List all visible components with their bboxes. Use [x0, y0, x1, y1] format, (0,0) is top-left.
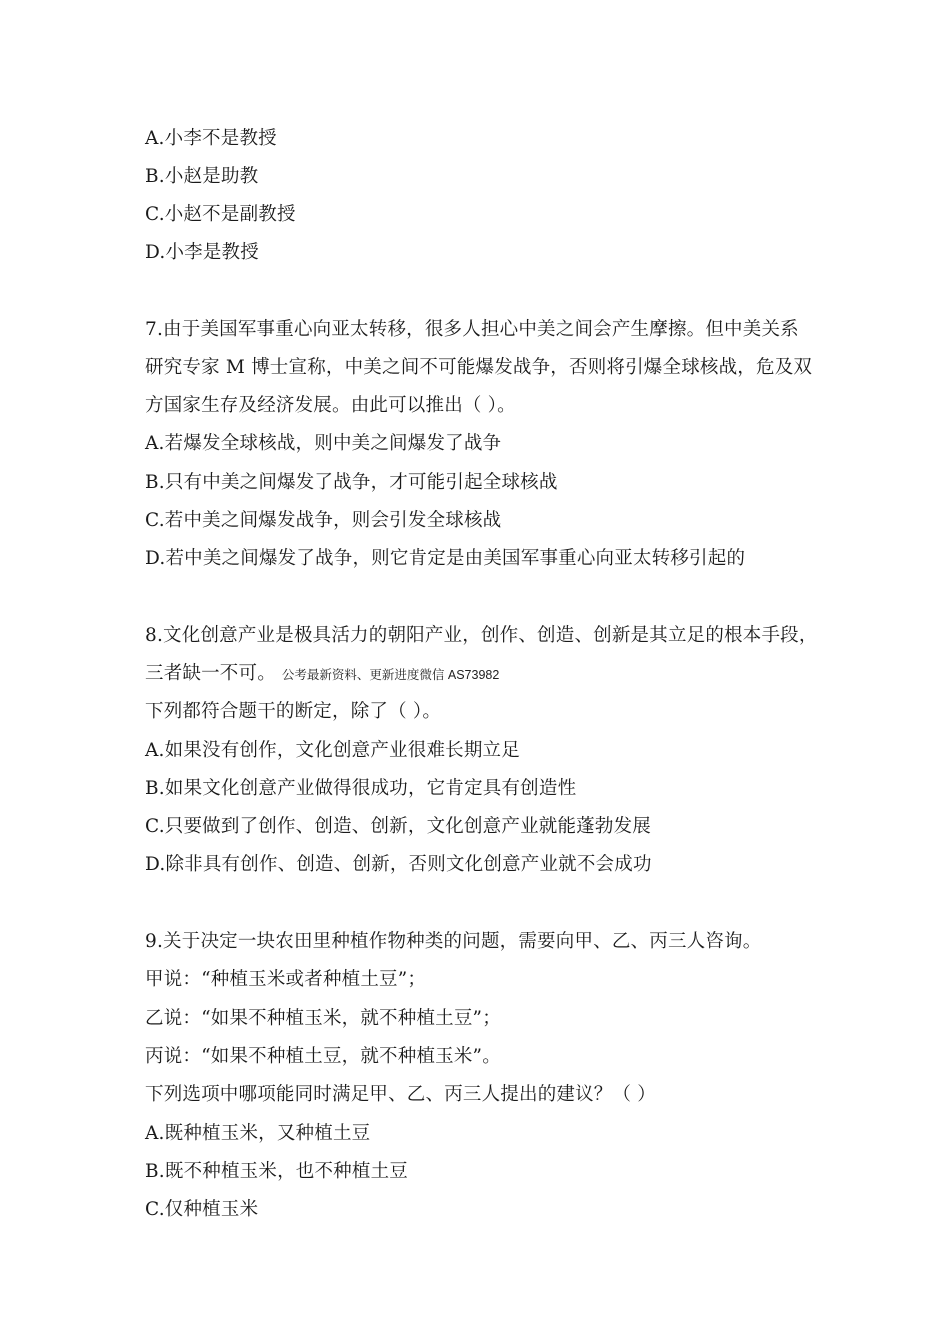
q9-option-a: A.既种植玉米，又种植土豆	[145, 1123, 371, 1144]
q9-option-b: B.既不种植玉米，也不种植土豆	[145, 1161, 408, 1182]
q6-option-a: A.小李不是教授	[145, 128, 277, 149]
q7-option-d: D.若中美之间爆发了战争，则它肯定是由美国军事重心向亚太转移引起的	[145, 548, 746, 569]
q8-option-b: B.如果文化创意产业做得很成功，它肯定具有创造性	[145, 778, 577, 799]
q7-stem-line-2: 研究专家 M 博士宣称，中美之间不可能爆发战争，否则将引爆全球核战，危及双	[145, 357, 813, 378]
q9-statement-jia: 甲说：“种植玉米或者种植土豆”；	[145, 969, 427, 990]
q7-option-a: A.若爆发全球核战，则中美之间爆发了战争	[145, 433, 502, 454]
q7-stem-line-3: 方国家生存及经济发展。由此可以推出（ ）。	[145, 395, 516, 416]
q9-statement-bing: 丙说：“如果不种植土豆，就不种植玉米”。	[145, 1046, 501, 1067]
q8-option-a: A.如果没有创作，文化创意产业很难长期立足	[145, 740, 520, 761]
q8-stem-text: 三者缺一不可。	[145, 663, 276, 684]
watermark-text: 公考最新资料、更新进度微信 AS73982	[281, 668, 500, 682]
q9-option-c: C.仅种植玉米	[145, 1199, 259, 1220]
q8-option-d: D.除非具有创作、创造、创新，否则文化创意产业就不会成功	[145, 854, 652, 875]
q6-option-d: D.小李是教授	[145, 242, 259, 263]
q7-stem-line-1: 7.由于美国军事重心向亚太转移，很多人担心中美之间会产生摩擦。但中美关系	[145, 319, 799, 340]
q9-stem: 9.关于决定一块农田里种植作物种类的问题，需要向甲、乙、丙三人咨询。	[145, 931, 762, 952]
q9-statement-yi: 乙说：“如果不种植玉米，就不种植土豆”；	[145, 1008, 501, 1029]
q6-option-c: C.小赵不是副教授	[145, 204, 296, 225]
q6-option-b: B.小赵是助教	[145, 166, 259, 187]
q8-option-c: C.只要做到了创作、创造、创新，文化创意产业就能蓬勃发展	[145, 816, 651, 837]
q8-stem-line-1: 8.文化创意产业是极具活力的朝阳产业，创作、创造、创新是其立足的根本手段，	[145, 625, 818, 646]
q8-stem-line-2	[145, 662, 499, 687]
q8-question: 下列都符合题干的断定，除了（ ）。	[145, 701, 442, 722]
q7-option-b: B.只有中美之间爆发了战争，才可能引起全球核战	[145, 472, 558, 493]
q9-question: 下列选项中哪项能同时满足甲、乙、丙三人提出的建议？（ ）	[145, 1084, 656, 1105]
q7-option-c: C.若中美之间爆发战争，则会引发全球核战	[145, 510, 502, 531]
